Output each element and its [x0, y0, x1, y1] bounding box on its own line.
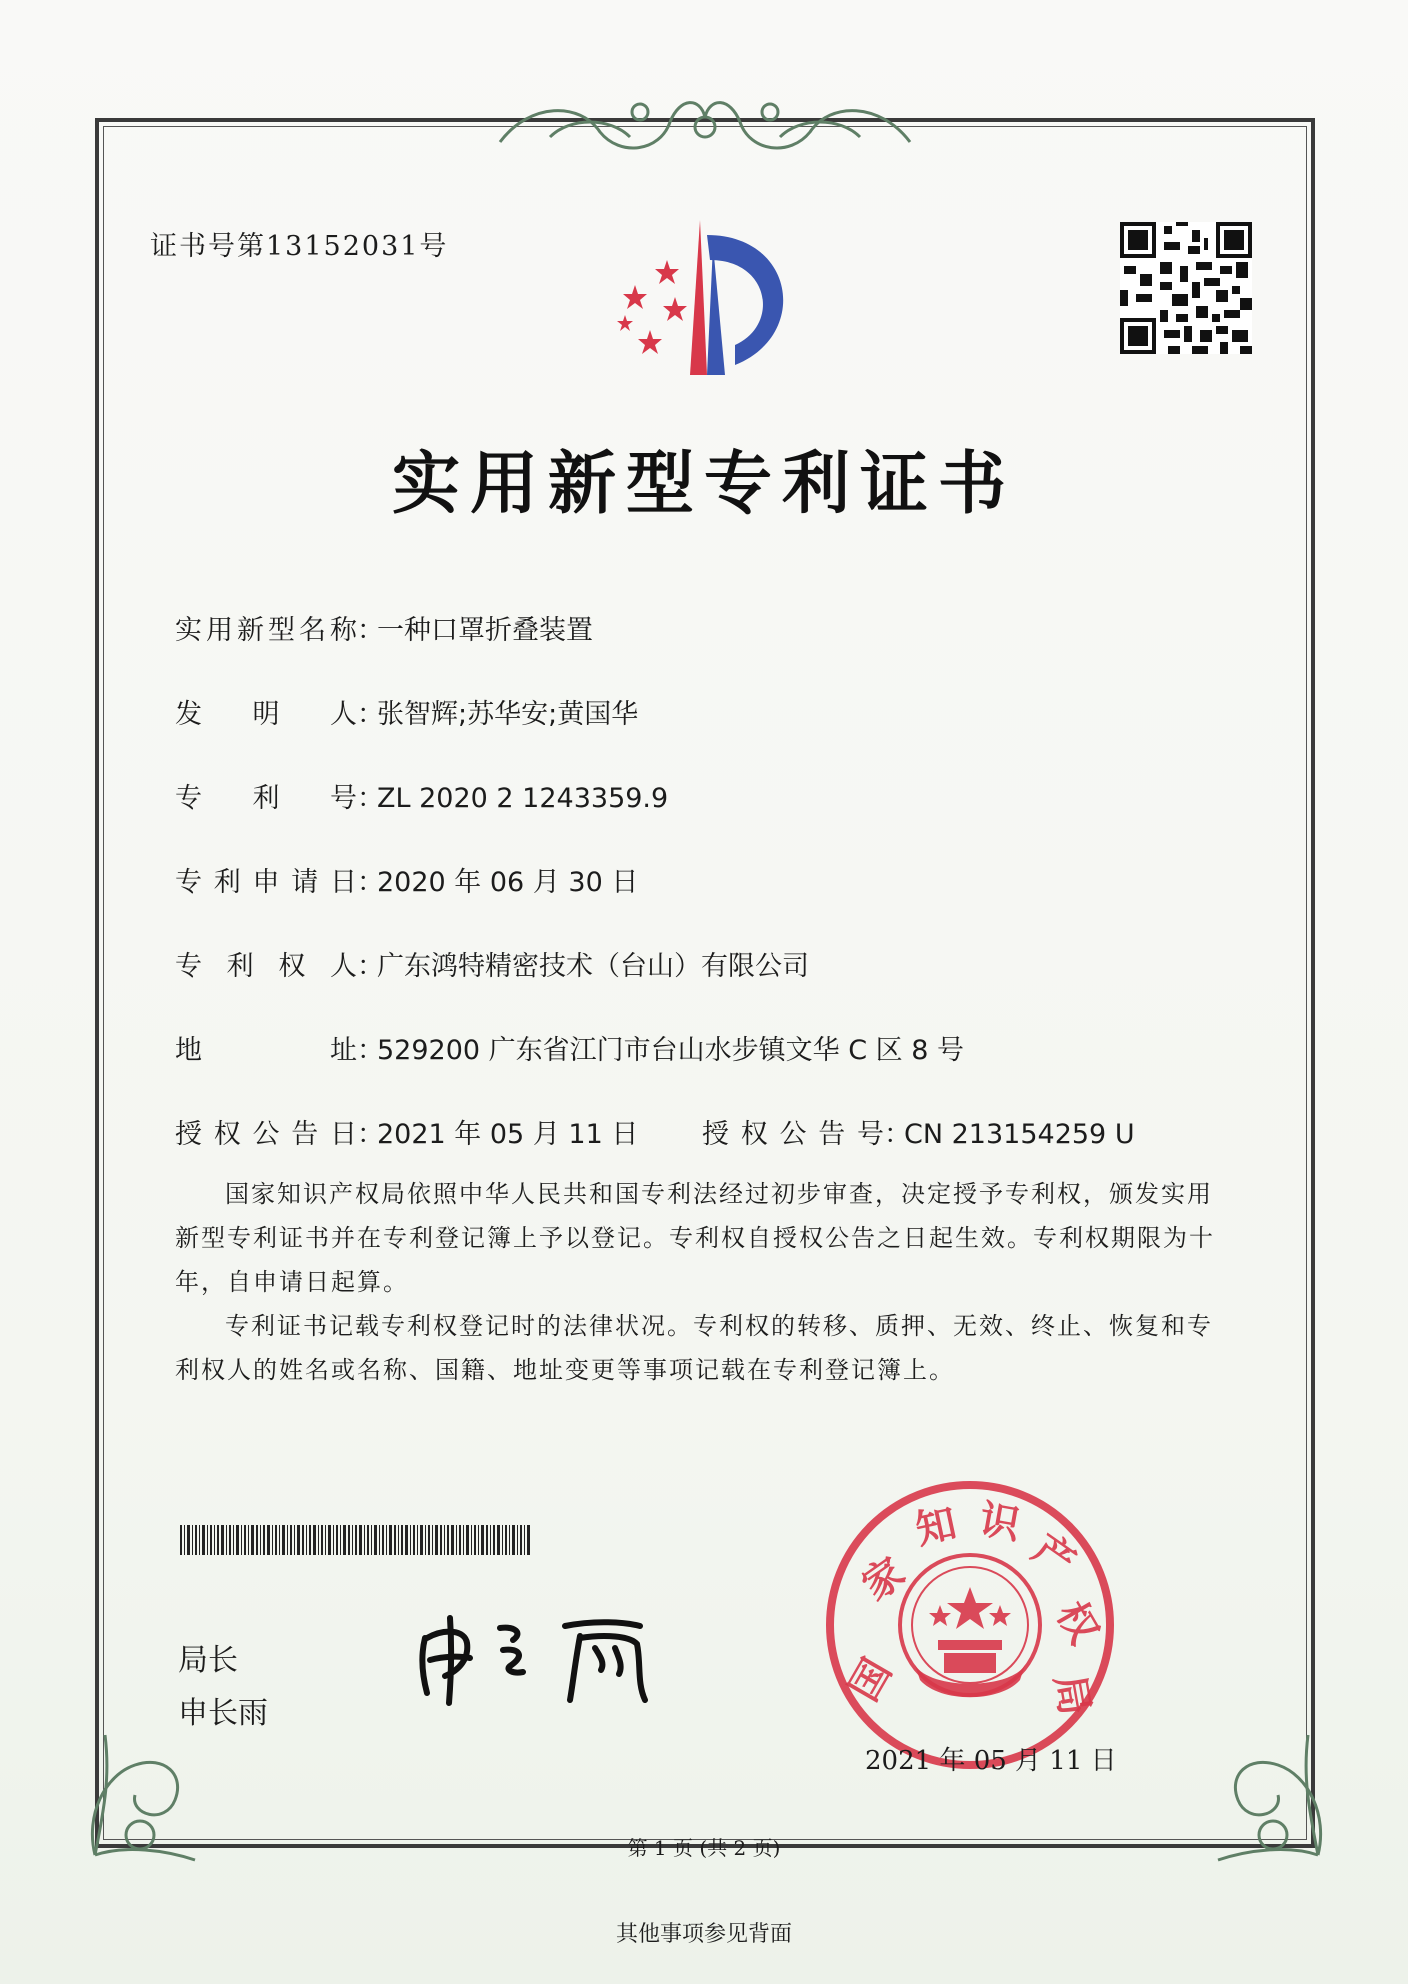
field-address: 地址：529200 广东省江门市台山水步镇文华 C 区 8 号	[175, 1028, 964, 1067]
inner-border	[103, 126, 1307, 1840]
field-label: 专利申请日	[175, 867, 357, 898]
director-title: 局长	[178, 1643, 238, 1678]
field-value: 广东鸿特精密技术（台山）有限公司	[377, 951, 809, 982]
qr-code-icon	[1120, 222, 1252, 354]
field-value: 2020 年 06 月 30 日	[377, 867, 639, 898]
field-value: ZL 2020 2 1243359.9	[377, 783, 669, 814]
field-grant-number: 授权公告号：CN 213154259 U	[702, 1112, 1135, 1151]
page-number: 第 1 页 (共 2 页)	[627, 1836, 781, 1860]
field-inventor: 发明人：张智辉;苏华安;黄国华	[175, 692, 638, 731]
field-patentee: 专利权人：广东鸿特精密技术（台山）有限公司	[175, 944, 809, 983]
field-value: 2021 年 05 月 11 日	[377, 1119, 639, 1150]
svg-text:权: 权	[1047, 1594, 1108, 1652]
svg-text:知: 知	[911, 1500, 961, 1554]
field-label: 地址	[175, 1035, 357, 1066]
field-label: 专利权人	[175, 951, 357, 982]
barcode-icon	[180, 1525, 530, 1555]
field-label: 授权公告日	[175, 1119, 357, 1150]
field-label: 专利号	[175, 783, 357, 814]
field-value: 一种口罩折叠装置	[377, 615, 593, 646]
director-name: 申长雨	[178, 1696, 268, 1731]
field-grant-date: 授权公告日：2021 年 05 月 11 日	[175, 1112, 638, 1151]
director-signature-icon	[405, 1608, 705, 1708]
field-patent-number: 专利号：ZL 2020 2 1243359.9	[175, 776, 668, 815]
field-value: CN 213154259 U	[904, 1119, 1135, 1150]
field-value: 张智辉;苏华安;黄国华	[377, 699, 639, 730]
field-label: 发明人	[175, 699, 357, 730]
field-label: 实用新型名称	[175, 615, 357, 646]
svg-text:识: 识	[976, 1496, 1024, 1549]
svg-text:家: 家	[854, 1549, 914, 1610]
field-label: 授权公告号	[702, 1119, 884, 1150]
body-paragraph-1: 国家知识产权局依照中华人民共和国专利法经过初步审查，决定授予专利权，颁发实用新型专利证书并在专利登记簿上予以登记。专利权自授权公告之日起生效。专利权期限为十年，自申请日起算。	[175, 1180, 1215, 1296]
top-ornament-icon	[490, 82, 920, 162]
certificate-title: 实用新型专利证书	[391, 445, 1016, 524]
field-utility-model-name: 实用新型名称：一种口罩折叠装置	[175, 608, 593, 647]
patent-office-emblem-icon	[595, 215, 815, 380]
svg-text:局: 局	[1045, 1671, 1098, 1719]
field-application-date: 专利申请日：2020 年 06 月 30 日	[175, 860, 638, 899]
svg-text:产: 产	[1024, 1525, 1084, 1587]
official-seal-icon	[820, 1475, 1120, 1775]
back-note: 其他事项参见背面	[615, 1922, 792, 1947]
body-paragraph-2: 专利证书记载专利权登记时的法律状况。专利权的转移、质押、无效、终止、恢复和专利权人的姓名或名称、国籍、地址变更等事项记载在专利登记簿上。	[175, 1312, 1213, 1384]
certificate-number: 证书号第13152031号	[150, 231, 449, 262]
svg-text:国: 国	[840, 1651, 901, 1709]
field-value: 529200 广东省江门市台山水步镇文华 C 区 8 号	[377, 1035, 965, 1066]
seal-date: 2021 年 05 月 11 日	[865, 1746, 1117, 1776]
